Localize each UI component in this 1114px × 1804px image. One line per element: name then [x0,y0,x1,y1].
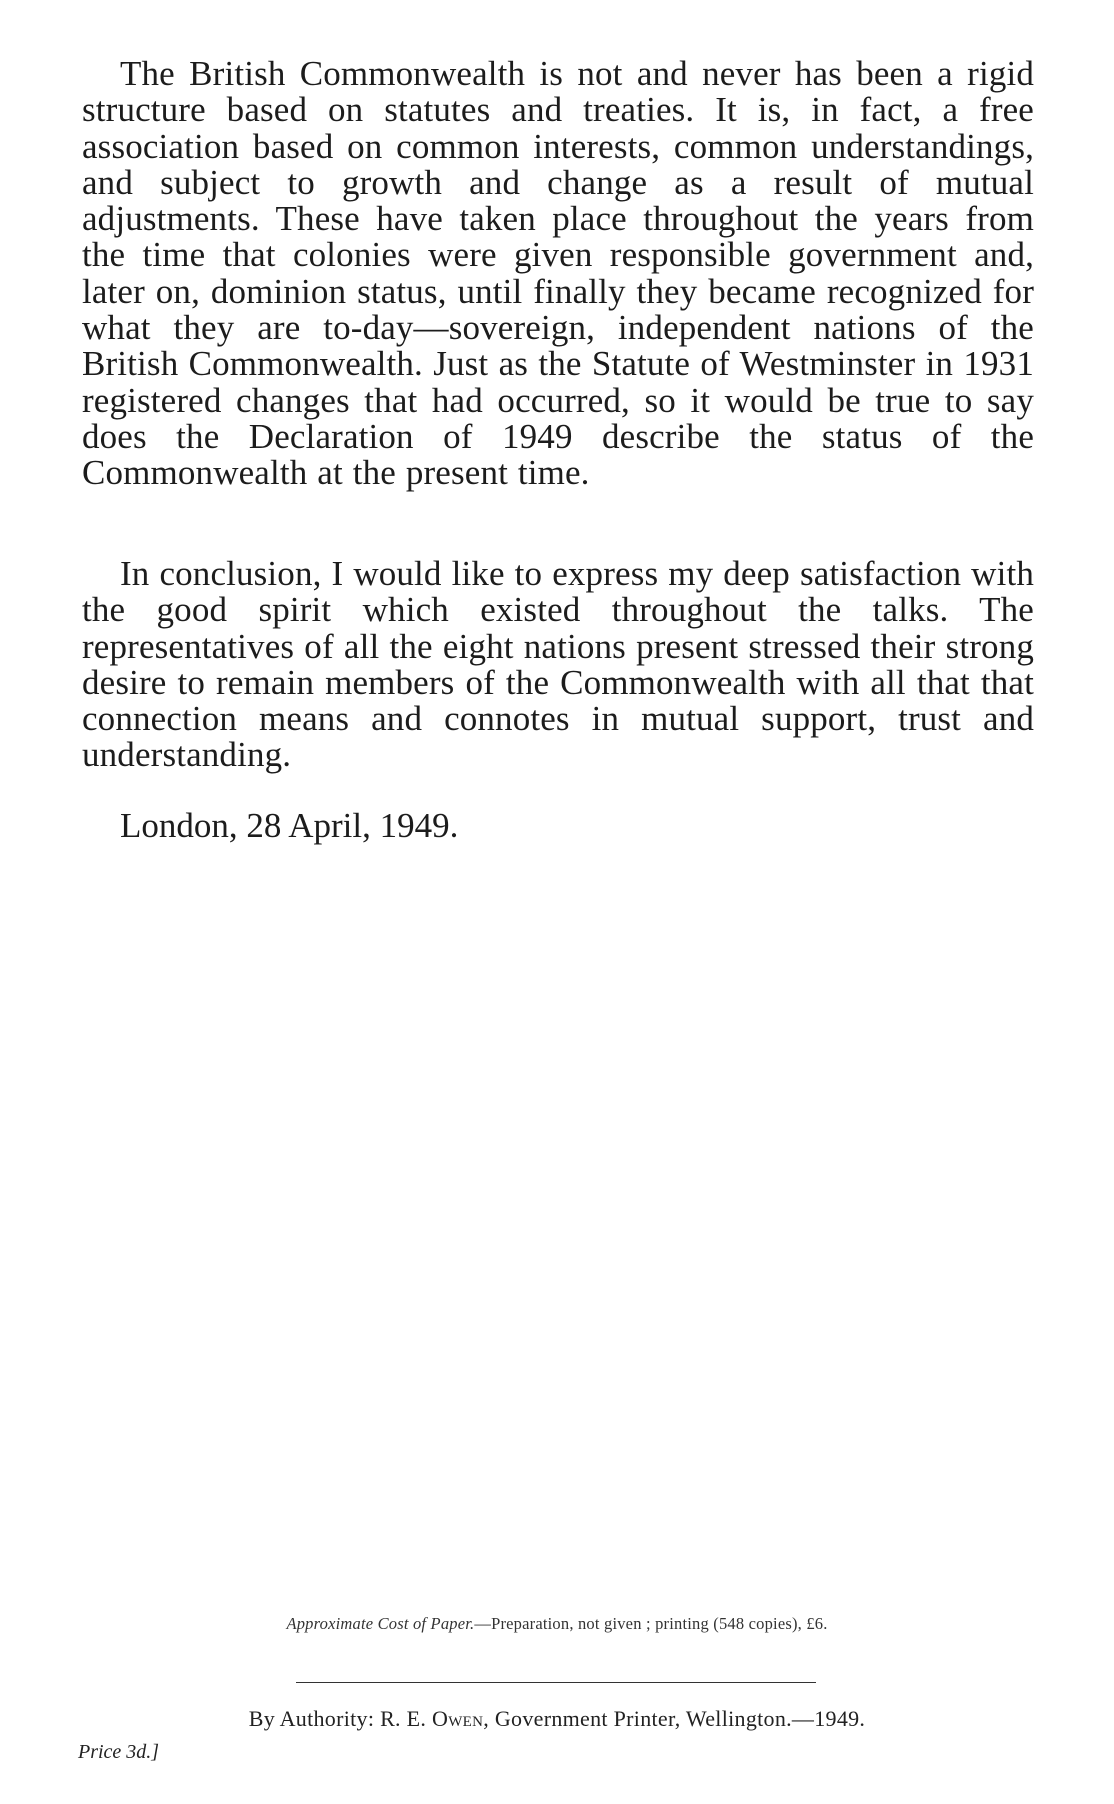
printer-name: Owen [432,1706,484,1731]
body-paragraph-2-block [82,556,1034,774]
cost-of-paper-note [0,1614,1114,1634]
printer-authority [0,1705,1114,1733]
dateline: London, 28 April, 1949. [120,806,459,845]
footer-divider [296,1682,816,1683]
authority-prefix: By Authority: R. E. [248,1706,432,1731]
price-note: Price 3d.] [78,1741,160,1763]
authority-suffix: , Government Printer, Wellington.—1949. [483,1706,866,1731]
body-paragraph-2: In conclusion, I would like to express my deep satisfaction with the good spirit which existed throughout the talks. The representatives of all the eight nations present stressed their strong desire to remain members of the Commonwealth with all that that connection means and connotes in mutual support, trust and understanding. [82,554,1034,775]
body-paragraph-1-block [82,56,1034,492]
cost-of-paper-label: Approximate Cost of Paper. [286,1614,475,1633]
body-paragraph-1: The British Commonwealth is not and never has been a rigid structure based on statutes and treaties. It is, in fact, a free association based on common interests, common understandings, and subject to growth and change as a result of mutual adjustments. These have taken place throughout the years from the time that colonies were given responsible government and, later on, dominion status, until finally they became recognized for what they are to-day—sovereign, independent nations of the British Commonwealth. Just as the Statute of Westminster in 1931 registered changes that had occurred, so it would be true to say does the Declaration of 1949 describe the status of the Commonwealth at the present time. [82,54,1034,493]
cost-of-paper-detail: —Preparation, not given ; printing (548 copies), £6. [474,1614,828,1633]
